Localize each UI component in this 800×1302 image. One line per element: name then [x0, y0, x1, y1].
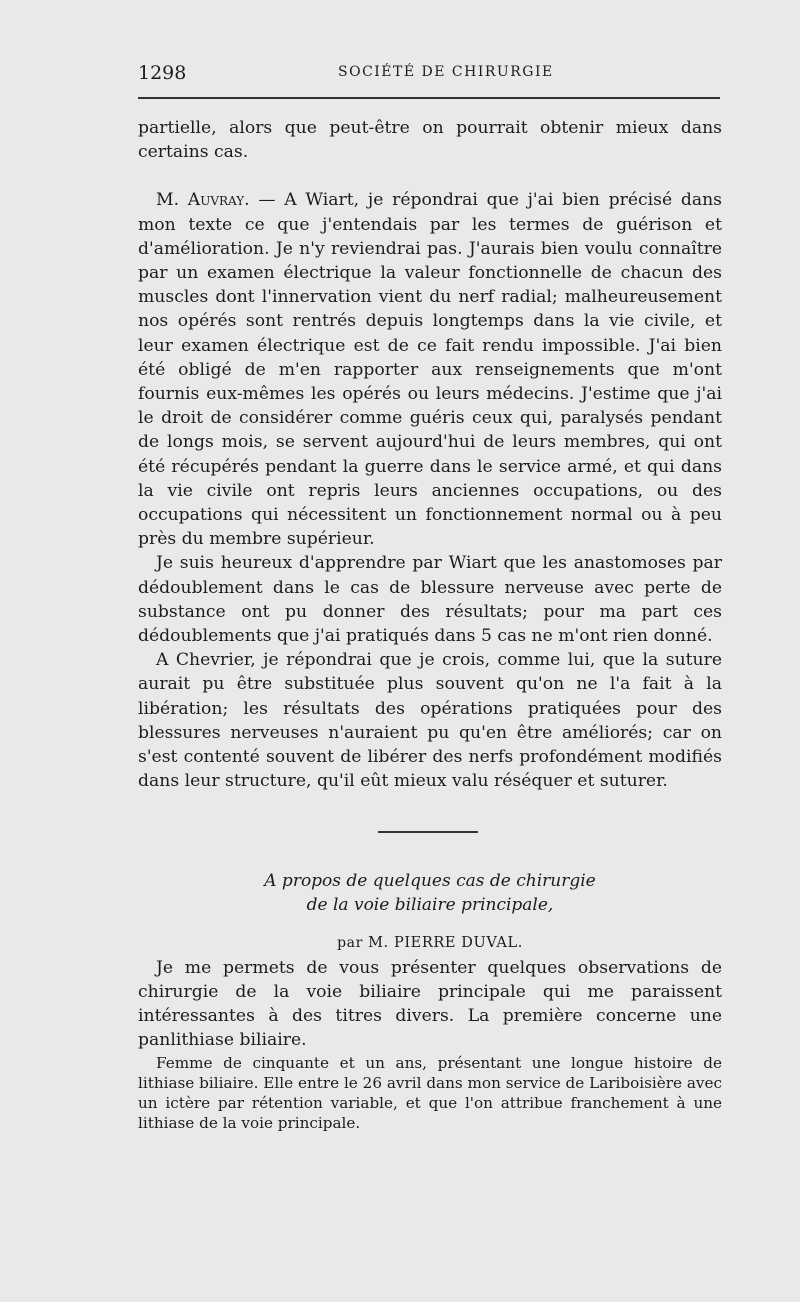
article-title: [138, 869, 722, 917]
section-separator: [378, 831, 478, 833]
running-title: SOCIÉTÉ DE CHIRURGIE: [338, 64, 554, 80]
text-body: [138, 116, 722, 1133]
case-description: Femme de cinquante et un ans, présentant une longue histoire de lithiase biliaire. Elle entre le 26 avril dans mon service de Lariboisière avec un ictère par rétention variable, et que l'on attribue franchement à une lithiase de la voie principale.: [138, 1053, 722, 1133]
paragraph-auvray-text: — A Wiart, je répondrai que j'ai bien précisé dans mon texte ce que j'entendais par les termes de guérison et d'amélioration. Je n'y reviendrai pas. J'aurais bien voulu connaître par un examen électrique la valeur fonctionnelle de chacun des muscles dont l'innervation vient du nerf radial; malheureusement nos opérés sont rentrés depuis longtemps dans la vie civile, et leur examen électrique est de ce fait rendu impossible. J'ai bien été obligé de m'en rapporter aux renseignements que m'ont fournis eux-mêmes les opérés ou leurs médecins. J'estime que j'ai le droit de considérer comme guéris ceux qui, paralysés pendant de longs mois, se servent aujourd'hui de leurs membres, qui ont été récupérés pendant la guerre dans le service armé, et qui dans la vie civile ont repris leurs anciennes occupations, ou des occupations qui nécessitent un fonctionnement normal ou à peu près du membre supérieur.: [138, 190, 723, 550]
author-prefix: par: [337, 935, 363, 952]
continued-paragraph: partielle, alors que peut-être on pourrait obtenir mieux dans certains cas.: [138, 118, 722, 163]
speaker-name: M. Auvray.: [156, 190, 250, 211]
author-name: M. PIERRE DUVAL.: [368, 935, 523, 952]
article-intro: Je me permets de vous présenter quelques observations de chirurgie de la voie biliaire principale qui me paraissent intéressantes à des titres divers. La première concerne une panlithiase biliaire.: [138, 957, 722, 1051]
paragraph-chevrier: A Chevrier, je répondrai que je crois, comme lui, que la suture aurait pu être substituée plus souvent qu'on ne l'a fait à la libération; les résultats des opérations pratiquées pour des blessures nerveuses n'auraient pu qu'en être améliorés; car on s'est contenté souvent de libérer des nerfs profondément modifiés dans leur structure, qu'il eût mieux valu réséquer et suturer.: [138, 650, 722, 792]
article-author: [138, 931, 722, 955]
paragraph-auvray: [138, 188, 722, 551]
article-title-line-2: de la voie biliaire principale,: [306, 895, 554, 916]
page-header: [138, 60, 722, 88]
header-rule: [138, 97, 720, 99]
article-title-line-1: A propos de quelques cas de chirurgie: [264, 871, 596, 892]
page-number: 1298: [138, 62, 187, 84]
paragraph-wiart: Je suis heureux d'apprendre par Wiart que les anastomoses par dédoublement dans le cas de blessure nerveuse avec perte de substance ont pu donner des résultats; pour ma part ces dédoublements que j'ai pratiqués dans 5 cas ne m'ont rien donné.: [138, 553, 722, 647]
